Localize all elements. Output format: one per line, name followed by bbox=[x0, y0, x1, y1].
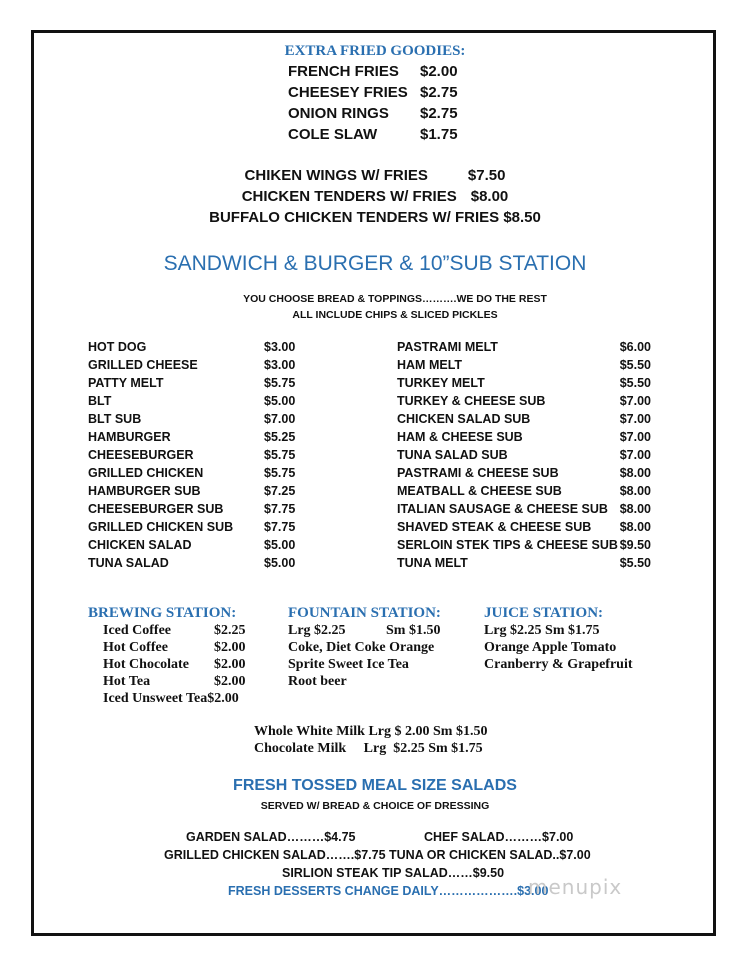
juice-line: Cranberry & Grapefruit bbox=[484, 657, 633, 672]
menu-item-price: $3.00 bbox=[264, 358, 296, 372]
menu-item-price: $5.75 bbox=[264, 376, 296, 390]
brewing-price: $2.00 bbox=[214, 640, 246, 655]
menu-item-price: $8.00 bbox=[619, 466, 651, 480]
salad-item: TUNA OR CHICKEN SALAD..$7.00 bbox=[389, 848, 591, 862]
brewing-price: $2.00 bbox=[214, 657, 246, 672]
menu-item-price: $5.50 bbox=[619, 376, 651, 390]
milk-line: Chocolate Milk Lrg $2.25 Sm $1.75 bbox=[254, 741, 483, 756]
salad-item: GARDEN SALAD………$4.75 bbox=[186, 830, 356, 844]
fountain-size-large: Lrg $2.25 bbox=[288, 623, 346, 638]
menu-item-name: GRILLED CHEESE bbox=[88, 358, 198, 372]
brewing-item: Hot Coffee bbox=[103, 640, 168, 655]
combo-item: BUFFALO CHICKEN TENDERS W/ FRIES $8.50 bbox=[209, 209, 541, 226]
menu-item-price: $6.00 bbox=[619, 340, 651, 354]
menu-item-name: PASTRAMI MELT bbox=[397, 340, 498, 354]
menu-item-price: $7.00 bbox=[619, 394, 651, 408]
combo-item: CHIKEN WINGS W/ FRIES $7.50 bbox=[244, 167, 506, 184]
menu-item-name: TUNA SALAD bbox=[88, 556, 169, 570]
brewing-title: BREWING STATION: bbox=[88, 605, 237, 621]
sandwich-note: ALL INCLUDE CHIPS & SLICED PICKLES bbox=[292, 309, 498, 321]
menu-item-name: TURKEY & CHEESE SUB bbox=[397, 394, 546, 408]
extras-item: ONION RINGS $2.75 bbox=[288, 105, 458, 122]
menu-item-price: $5.00 bbox=[264, 394, 296, 408]
brewing-price: $2.00 bbox=[214, 674, 246, 689]
menu-item-price: $7.00 bbox=[619, 430, 651, 444]
menu-item-name: BLT bbox=[88, 394, 112, 408]
menu-item-name: HAMBURGER SUB bbox=[88, 484, 201, 498]
extras-item: CHEESEY FRIES $2.75 bbox=[288, 84, 458, 101]
menu-item-price: $7.00 bbox=[619, 412, 651, 426]
menu-item-price: $7.00 bbox=[619, 448, 651, 462]
menu-item-price: $5.00 bbox=[264, 538, 296, 552]
brewing-price: $2.25 bbox=[214, 623, 246, 638]
menu-item-price: $5.75 bbox=[264, 448, 296, 462]
juice-line: Orange Apple Tomato bbox=[484, 640, 617, 655]
juice-title: JUICE STATION: bbox=[484, 605, 604, 621]
desserts-line: FRESH DESSERTS CHANGE DAILY……………….$3.00 bbox=[228, 884, 549, 898]
menu-item-name: BLT SUB bbox=[88, 412, 142, 426]
menu-item-name: HAM MELT bbox=[397, 358, 463, 372]
fountain-line: Root beer bbox=[288, 674, 347, 689]
menu-item-name: CHICKEN SALAD SUB bbox=[397, 412, 531, 426]
salad-item: SIRLION STEAK TIP SALAD……$9.50 bbox=[282, 866, 505, 880]
combo-item: CHICKEN TENDERS W/ FRIES $8.00 bbox=[241, 188, 509, 205]
brewing-item: Iced Coffee bbox=[103, 623, 172, 638]
salad-item: CHEF SALAD………$7.00 bbox=[424, 830, 574, 844]
menu-item-price: $9.50 bbox=[619, 538, 651, 552]
sandwich-note: YOU CHOOSE BREAD & TOPPINGS……….WE DO THE REST bbox=[243, 293, 547, 305]
menu-item-name: ITALIAN SAUSAGE & CHEESE SUB bbox=[397, 502, 608, 516]
watermark-logo: menupix bbox=[528, 875, 623, 899]
menu-item-price: $8.00 bbox=[619, 520, 651, 534]
brewing-item: Hot Chocolate bbox=[103, 657, 189, 672]
extras-item: COLE SLAW $1.75 bbox=[288, 126, 458, 143]
fountain-line: Sprite Sweet Ice Tea bbox=[288, 657, 409, 672]
menu-item-price: $8.00 bbox=[619, 502, 651, 516]
fountain-title: FOUNTAIN STATION: bbox=[288, 605, 441, 621]
menu-item-name: CHEESEBURGER bbox=[88, 448, 194, 462]
menu-item-price: $3.00 bbox=[264, 340, 296, 354]
menu-item-name: TURKEY MELT bbox=[397, 376, 485, 390]
brewing-item: Iced Unsweet Tea$2.00 bbox=[103, 691, 239, 706]
menu-item-name: SERLOIN STEK TIPS & CHEESE SUB bbox=[397, 538, 618, 552]
menu-item-name: PATTY MELT bbox=[88, 376, 164, 390]
sandwich-station-title: SANDWICH & BURGER & 10”SUB STATION bbox=[163, 252, 587, 275]
menu-item-price: $5.50 bbox=[619, 358, 651, 372]
extras-item: FRENCH FRIES $2.00 bbox=[288, 63, 458, 80]
menu-item-name: GRILLED CHICKEN SUB bbox=[88, 520, 234, 534]
menu-item-price: $5.00 bbox=[264, 556, 296, 570]
menu-item-price: $8.00 bbox=[619, 484, 651, 498]
brewing-item: Hot Tea bbox=[103, 674, 151, 689]
fountain-size-small: Sm $1.50 bbox=[386, 623, 441, 638]
menu-item-name: CHICKEN SALAD bbox=[88, 538, 192, 552]
menu-item-price: $7.75 bbox=[264, 520, 296, 534]
menu-item-price: $7.75 bbox=[264, 502, 296, 516]
menu-item-name: TUNA MELT bbox=[397, 556, 468, 570]
menu-item-name: HOT DOG bbox=[88, 340, 147, 354]
extras-title: EXTRA FRIED GOODIES: bbox=[284, 43, 466, 59]
salads-subtitle: SERVED W/ BREAD & CHOICE OF DRESSING bbox=[260, 800, 490, 812]
salads-title: FRESH TOSSED MEAL SIZE SALADS bbox=[233, 777, 517, 794]
menu-item-name: HAM & CHEESE SUB bbox=[397, 430, 523, 444]
menu-item-price: $5.75 bbox=[264, 466, 296, 480]
salad-item: GRILLED CHICKEN SALAD…….$7.75 bbox=[164, 848, 386, 862]
menu-item-price: $7.00 bbox=[264, 412, 296, 426]
menu-item-name: MEATBALL & CHEESE SUB bbox=[397, 484, 562, 498]
milk-line: Whole White Milk Lrg $ 2.00 Sm $1.50 bbox=[254, 724, 488, 739]
menu-item-price: $5.50 bbox=[619, 556, 651, 570]
menu-item-name: SHAVED STEAK & CHEESE SUB bbox=[397, 520, 592, 534]
menu-item-name: GRILLED CHICKEN bbox=[88, 466, 204, 480]
menu-item-price: $7.25 bbox=[264, 484, 296, 498]
menu-item-name: TUNA SALAD SUB bbox=[397, 448, 508, 462]
fountain-line: Coke, Diet Coke Orange bbox=[288, 640, 435, 655]
menu-item-name: CHEESEBURGER SUB bbox=[88, 502, 224, 516]
menu-item-name: PASTRAMI & CHEESE SUB bbox=[397, 466, 559, 480]
juice-line: Lrg $2.25 Sm $1.75 bbox=[484, 623, 600, 638]
menu-item-name: HAMBURGER bbox=[88, 430, 171, 444]
menu-item-price: $5.25 bbox=[264, 430, 296, 444]
